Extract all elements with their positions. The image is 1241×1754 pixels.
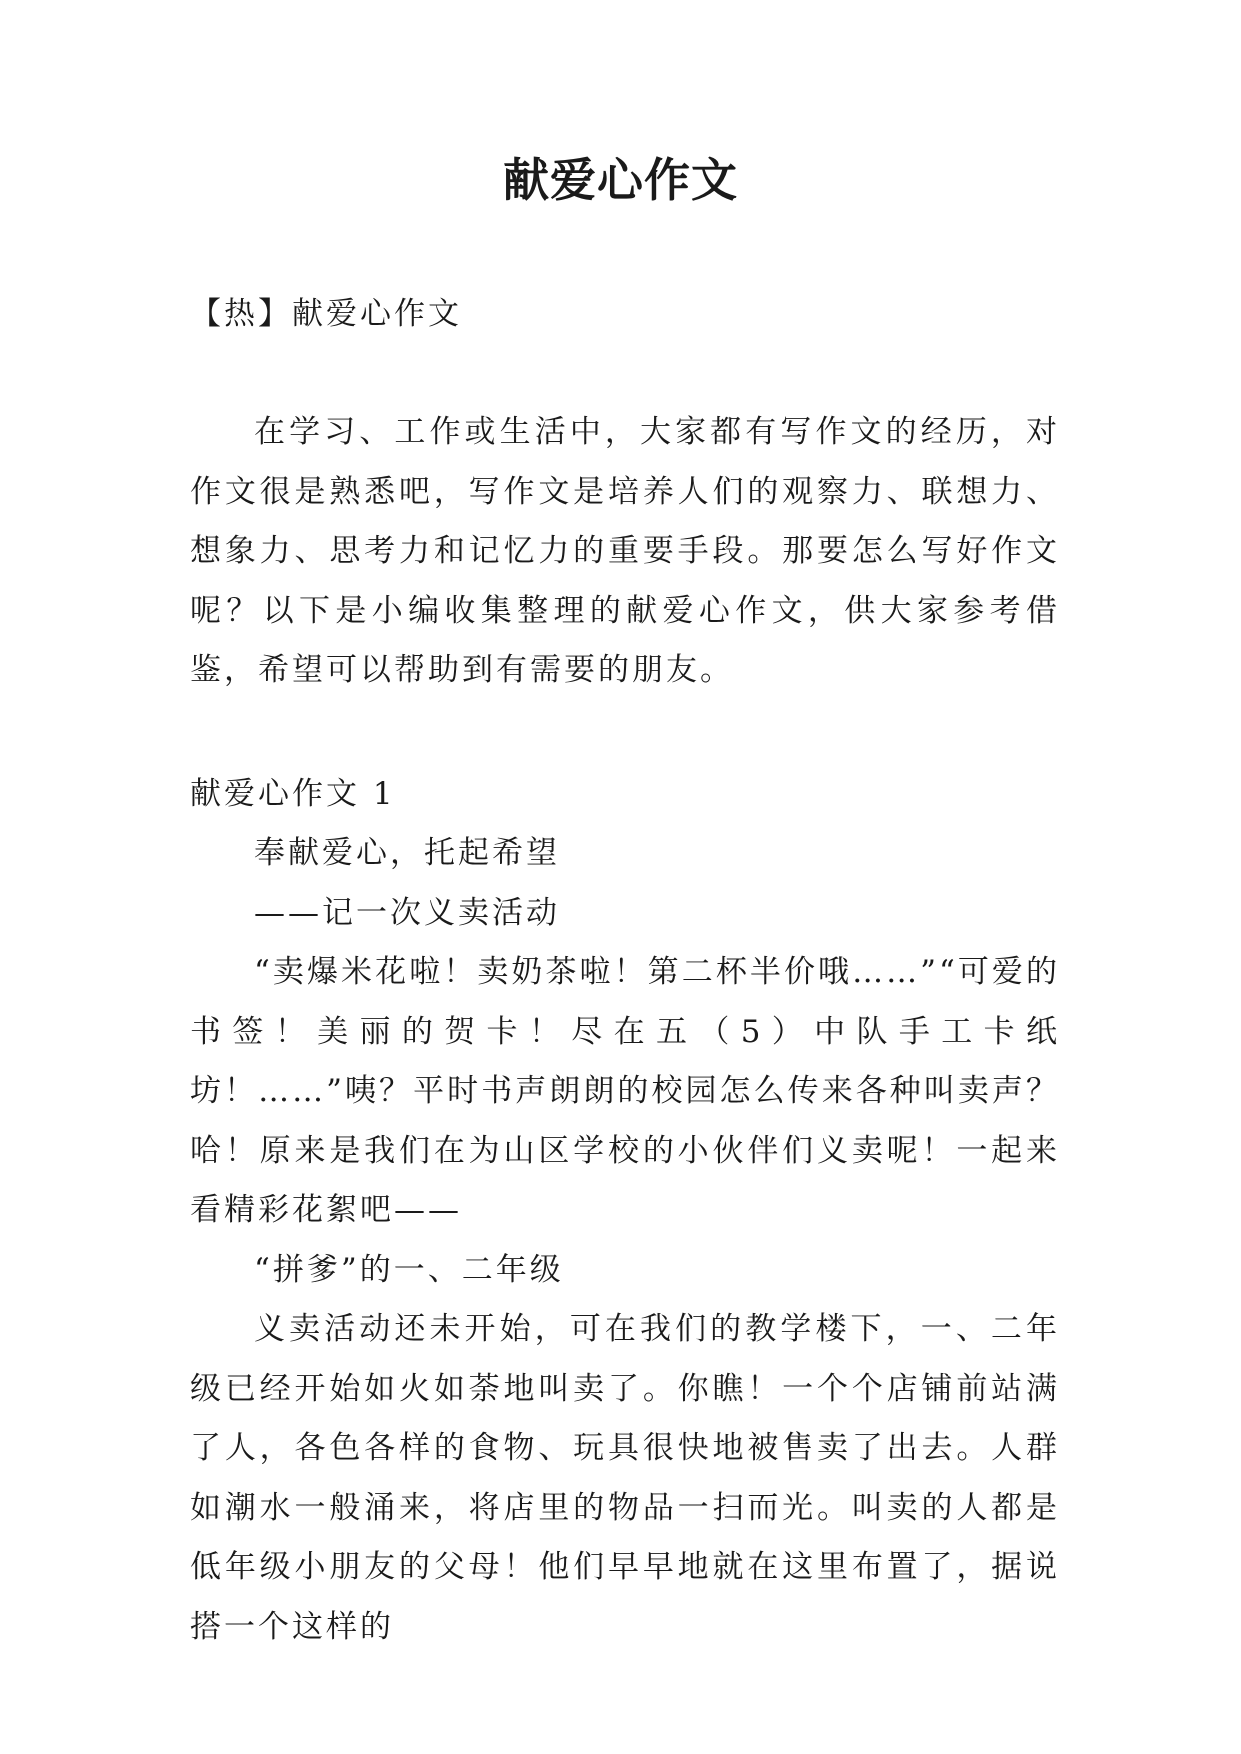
document-body — [190, 403, 1060, 1657]
essay-paragraph: “卖爆米花啦！卖奶茶啦！第二杯半价哦……”“可爱的书签！美丽的贺卡！尽在五（5）中队手工卡纸坊！……”咦？平时书声朗朗的校园怎么传来各种叫卖声？哈！原来是我们在为山区学校的小伙伴们义卖呢！一起来看精彩花絮吧—— — [190, 954, 1060, 1228]
intro-paragraph: 在学习、工作或生活中，大家都有写作文的经历，对作文很是熟悉吧，写作文是培养人们的观察力、联想力、想象力、思考力和记忆力的重要手段。那要怎么写好作文呢？以下是小编收集整理的献爱心作文，供大家参考借鉴，希望可以帮助到有需要的朋友。 — [190, 414, 1060, 688]
essay-subheading: “拼爹”的一、二年级 — [254, 1251, 564, 1288]
document-title: 献爱心作文 — [503, 153, 738, 207]
document-subtitle: 【热】献爱心作文 — [190, 296, 462, 332]
section-heading: 献爱心作文 1 — [190, 775, 396, 812]
essay-title: 奉献爱心，托起希望 — [254, 835, 560, 871]
paragraph-gap — [190, 701, 1060, 765]
essay-paragraph: 义卖活动还未开始，可在我们的教学楼下，一、二年级已经开始如火如荼地叫卖了。你瞧！一个个店铺前站满了人，各色各样的食物、玩具很快地被售卖了出去。人群如潮水一般涌来，将店里的物品一扫而光。叫卖的人都是低年级小朋友的父母！他们早早地就在这里布置了，据说搭一个这样的 — [190, 1311, 1060, 1645]
essay-subtitle: ——记一次义卖活动 — [254, 894, 560, 931]
